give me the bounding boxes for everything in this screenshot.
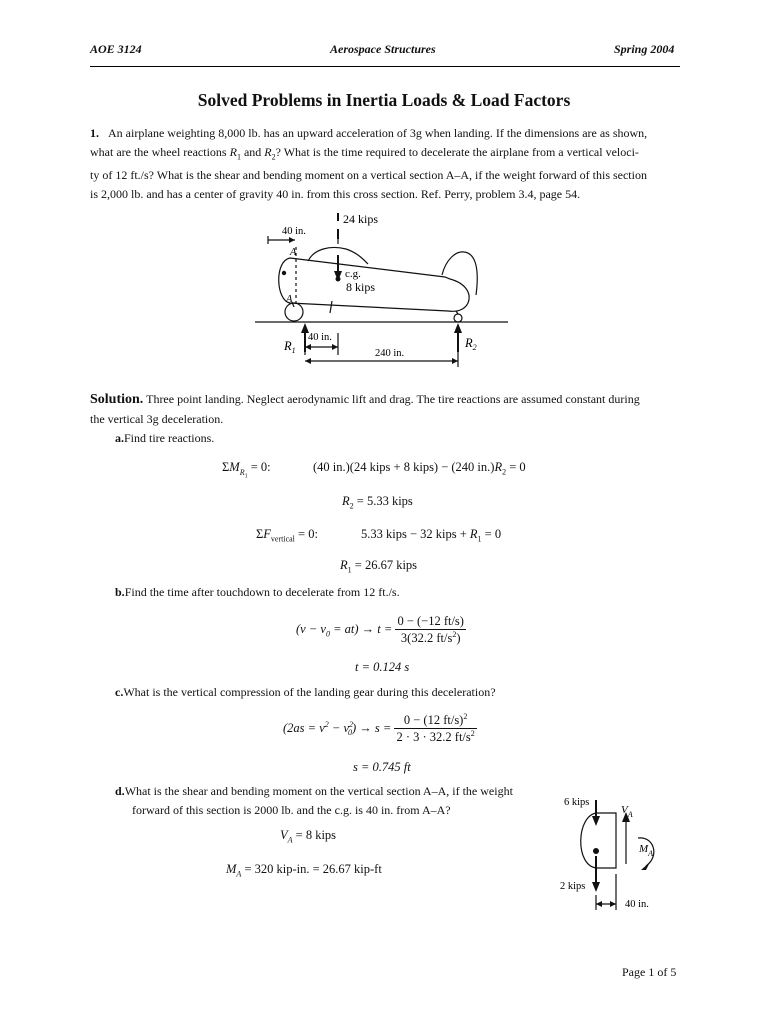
time-result: t = 0.124 s [355,660,410,674]
load-6-kips-label: 6 kips [564,797,590,808]
airplane-diagram [250,205,520,375]
solution-text [90,390,690,428]
compression-result: s = 0.745 ft [353,760,411,774]
page-title: Solved Problems in Inertia Loads & Load Factors [197,90,571,110]
problem-line-4: is 2,000 lb. and has a center of gravity 40 in. from this cross section. Ref. Perry, problem 3.4, page 54. [90,186,581,201]
tail-wheel [454,314,462,322]
moment-equation: (40 in.)(24 kips + 8 kips) − (240 $in.)R_2 = 0$ [313,460,526,477]
solution-line-1: Three point landing. Neglect aerodynamic lift and drag. The tire reactions are assumed constant during [146,392,640,406]
moment-ma-label: $M_A$ [639,843,654,858]
page-number: Page 1 of 5 [622,965,677,979]
part-a: a.Find tire reactions. [115,431,215,445]
nose-section [581,813,616,868]
load-24-kips-label: 24 kips [343,212,379,226]
r1-label: $R_1$ [284,339,296,355]
problem-statement: 1. An airplane weighting 8,000 lb. has an upward acceleration of 3g when landing. If the dimensions are as shown, what are the wheel reactions $R_1$ and $R_2$? What is the time required to decelerate the airplane from a vertical veloci- ty of 12 ft./s? What is the shear and bending moment on a vertical section A–A, if the weight forward of this section is 2,000 lb. and has a center of gravity 40 in. from this cross section. Ref. Perry, problem 3.4, page 54. [90,124,690,203]
time-fraction: $\frac{0 - (-12 ft/s)}{3(32.2 ft/s^2)}$ [397,614,464,646]
part-c: c.What is the vertical compression of the landing gear during this deceleration? [115,685,496,699]
dim-40-bottom-label: 40 in. [308,332,332,343]
load-8-kips-label: 8 kips [346,280,376,294]
dim-40-label: 40 in. [625,899,649,910]
problem-line-2c: ? What is the time required to decelerate the airplane from a vertical veloci- [275,144,639,159]
compression-equation: $(2as = v^2 - v^2_0) \to s$ = $\frac{0 - (12 ft/s)^2}{2 \cdot 3 \cdot 32.2 ft/s^2}$ [283,712,475,745]
force-equation: 5.33 kips − 32 kips + $R_1 = 0$ [361,527,502,544]
r2-label: $R_2$ [465,336,477,352]
header-course: AOE 3124 [90,42,142,56]
cg-dot [593,848,599,854]
cg-label: c.g. [345,268,361,280]
compression-fraction: $\frac{0 - (12 ft/s)^2}{2 \cdot 3 \cdot 32.2 ft/s^2}$ [396,712,475,745]
section-a-bottom-label: A [286,294,293,305]
problem-line-3: ty of 12 ft./s? What is the shear and bending moment on a vertical section A–A, if the weight forward of this section [90,168,647,183]
part-d: d.What is the shear and bending moment on the vertical section A–A, if the weight forward of this section is 2000 lb. and the c.g. is 40 in. from A–A? [115,784,513,817]
tail-fin [442,252,477,295]
moment-sum-lhs: $\Sigma M_{R_1} = 0$: [222,460,271,480]
shear-result: $V_A = 8$ kips [280,828,337,845]
r2-result: $R_2 = 5.33$ kips [342,494,413,511]
problem-line-2a: what are the wheel reactions [90,144,227,159]
part-b: b.Find the time after touchdown to decelerate from 12 ft./s. [115,585,400,599]
force-sum-lhs: $\Sigma F_{vertical} = 0$: [256,527,318,544]
time-equation: $(v - v_0 = at) \to t$ = $\frac{0 - (-12 ft/s)}{3(32.2 ft/s^2)}$ [296,614,464,646]
header-subject: Aerospace Structures [330,42,436,56]
header-rule [90,66,680,67]
problem-line-1: An airplane weighting 8,000 lb. has an upward acceleration of 3g when landing. If the dimensions are as shown, [108,126,648,140]
section-a-top-label: A [290,247,297,258]
load-2-kips-label: 2 kips [560,881,586,892]
header-term: Spring 2004 [614,42,675,56]
moment-result: $M_A = 320$ kip-in. = 26.67 kip-ft [226,862,382,879]
solution-label: Solution. [90,392,144,407]
dim-40-top-label: 40 in. [282,226,306,237]
shear-va-label: $V_A$ [621,804,633,819]
solution-line-2: the vertical 3g deceleration. [90,411,224,426]
dim-240-label: 240 in. [375,348,405,359]
section-free-body-diagram [556,790,686,925]
r1-result: $R_1 = 26.67$ kips [340,558,418,575]
problem-number: 1. [90,126,99,140]
